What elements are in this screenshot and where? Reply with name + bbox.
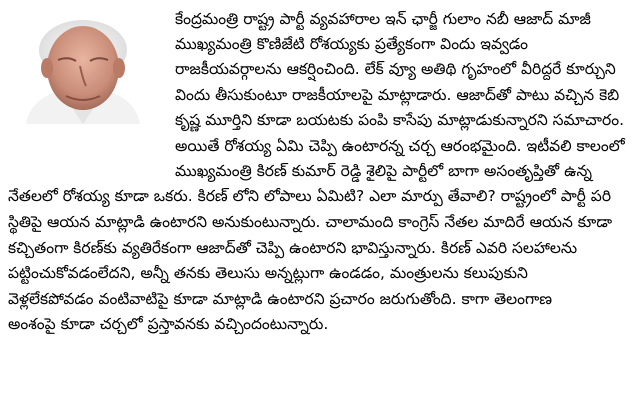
article-line-9: స్థితిపై ఆయన మాట్లాడి ఉంటారని అనుకుంటున్నారు. చాలామంది కాంగ్రెస్ నేతల మాదిరే ఆయన కూడా: [8, 213, 613, 231]
article-line-4: విందు తీసుకుంటూ రాజకీయాలపై మాట్లాడారు. ఆజాద్‌తో పాటు వచ్చిన కెబి: [175, 86, 620, 104]
article-line-8: నేతలలో రోశయ్య కూడా ఒకరు. కిరణ్ లోని లోపాలు ఏమిటి? ఎలా మార్పు తేవాలి? రాష్ట్రంలో పార్టీ పరి: [8, 187, 612, 205]
article-line-11: పట్టించుకోవడంలేదని, అన్నీ తనకు తెలుసు అన్నట్లుగా ఉండడం, మంత్రులను కలుపుకుని: [8, 264, 528, 282]
article-line-6: అయితే రోశయ్య ఏమి చెప్పి ఉంటారన్న చర్చ ఆరంభమైంది. ఇటీవలి కాలంలో: [175, 137, 625, 155]
portrait-image: [8, 8, 158, 124]
article-line-10: కచ్చితంగా కిరణ్‌కు వ్యతిరేకంగా ఆజాద్‌తో చెప్పి ఉంటారని భావిస్తున్నారు. కిరణ్ ఎవరి సలహాలను: [8, 239, 578, 257]
article-line-13: అంశంపై కూడా చర్చలో ప్రస్తావనకు వచ్చిందంటున్నారు.: [8, 315, 329, 333]
article-line-1: కేంద్రమంత్రి రాష్ట్ర పార్టీ వ్యవహారాల ఇన్ ఛార్జీ గులాం నబీ ఆజాద్ మాజీ: [175, 10, 591, 28]
article-line-2: ముఖ్యమంత్రి కొణిజేటి రోశయ్యకు ప్రత్యేకంగా విందు ఇవ్వడం: [175, 35, 529, 53]
article-line-5: కృష్ణ మూర్తిని కూడా బయటకు పంపి కాసేపు మాట్లాడుకున్నారని సమాచారం.: [175, 111, 624, 129]
portrait-photo: [8, 8, 158, 124]
article-line-7: ముఖ్యమంత్రి కిరణ్ కుమార్ రెడ్డి శైలిపై పార్టీలో బాగా అసంతృప్తితో ఉన్న: [175, 162, 592, 180]
article-line-12: వెళ్లలేకపోవడం వంటివాటిపై కూడా మాట్లాడి ఉంటారని ప్రచారం జరుగుతోంది. కాగా తెలంగాణ: [8, 290, 553, 308]
article-line-3: రాజకీయవర్గాలను ఆకర్షించింది. లేక్ వ్యూ అతిథి గృహంలో వీరిద్దరే కూర్చుని: [175, 60, 616, 78]
